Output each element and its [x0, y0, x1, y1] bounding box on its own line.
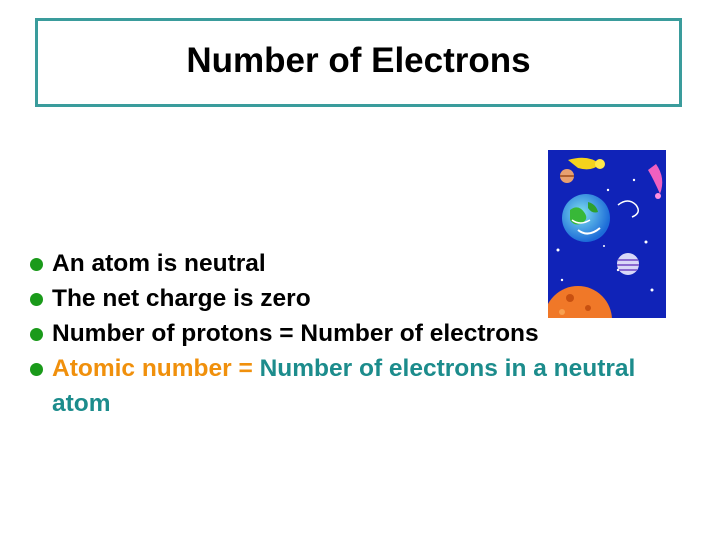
- bullet-item: [30, 351, 700, 421]
- equals-sign: =: [231, 355, 260, 382]
- bullet-dot-icon: [30, 293, 43, 306]
- bullet-item: [30, 281, 700, 316]
- bullet-item: [30, 246, 700, 281]
- electrons-in-neutral-atom-term: Number of electrons in a neutral atom: [52, 355, 636, 417]
- bullet-dot-icon: [30, 363, 43, 376]
- slide-title: Number of Electrons: [186, 40, 531, 80]
- bullet-text: An atom is neutral: [52, 250, 266, 277]
- bullet-dot-icon: [30, 328, 43, 341]
- title-box: [35, 18, 682, 107]
- atomic-number-term: Atomic number: [52, 355, 232, 382]
- bullet-text: The net charge is zero: [52, 285, 311, 312]
- bullet-text: Number of protons = Number of electrons: [52, 320, 539, 347]
- bullet-item: [30, 316, 700, 351]
- bullet-list: [30, 246, 700, 421]
- bullet-dot-icon: [30, 258, 43, 271]
